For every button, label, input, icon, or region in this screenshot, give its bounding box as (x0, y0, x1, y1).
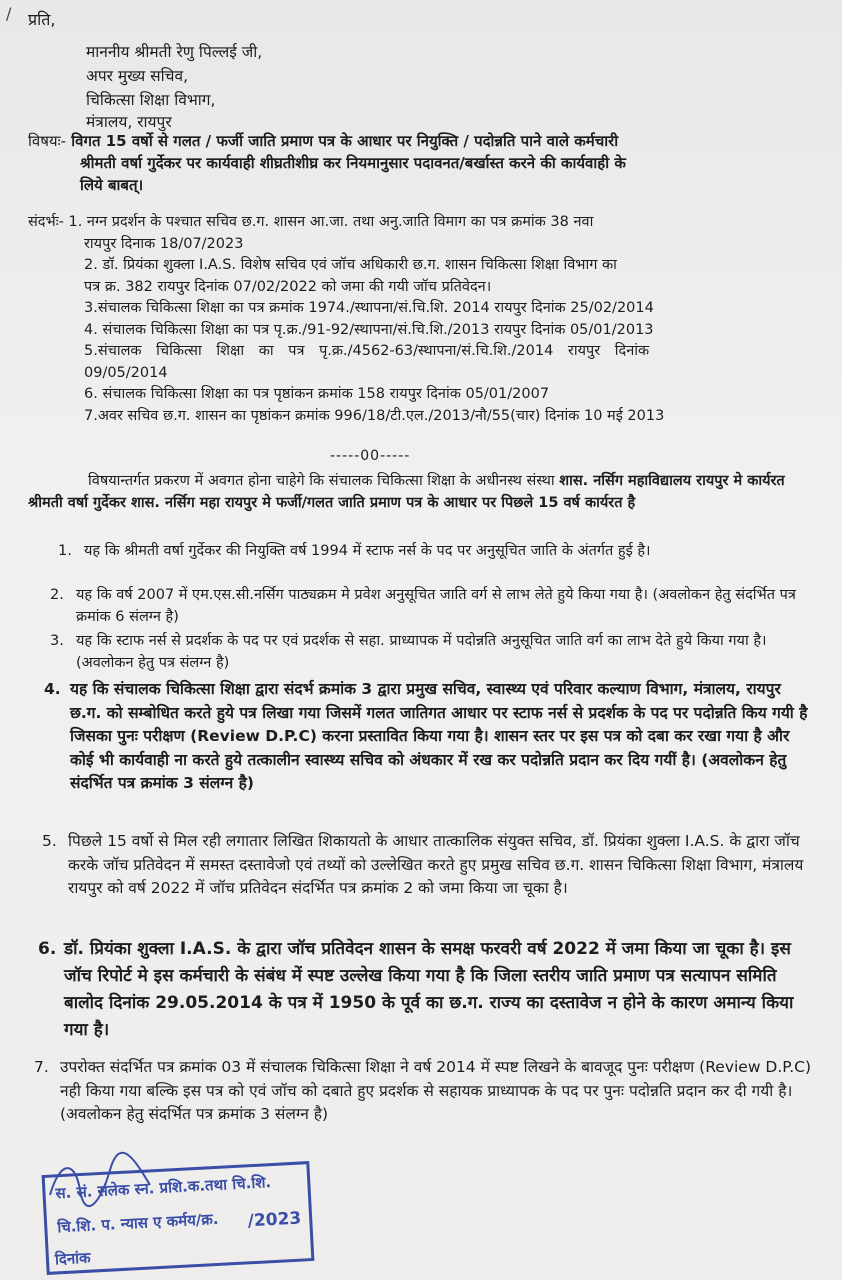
stamp-line-1: स. सं. संलेक स्न. प्रशि.क.तथा चि.शि. (55, 1173, 272, 1203)
list-item-2 (50, 584, 806, 628)
list-item-number: 2. (50, 587, 64, 603)
intro-paragraph (28, 470, 820, 514)
subject-line-2: श्रीमती वर्षा गुर्देकर पर कार्यवाही शीघ्रतीशीघ्र कर नियमानुसार पदावनत/बर्खास्त करने की कार्यवाही के (80, 154, 626, 172)
list-item-7 (34, 1056, 820, 1127)
reference-line-3: 2. डॉ. प्रियंका शुक्ला I.A.S. विशेष सचिव एवं जॉच अधिकारी छ.ग. शासन चिकित्सा शिक्षा विभाग का (84, 257, 617, 273)
list-item-text: यह कि श्रीमती वर्षा गुर्देकर की नियुक्ति वर्ष 1994 में स्टाफ नर्स के पद पर अनुसूचित जाति के अंतर्गत हुई है। (84, 543, 651, 559)
list-item-1 (58, 540, 804, 562)
stamp-line-2: चि.शि. प. न्यास ए कर्मय/क्र. (56, 1209, 219, 1237)
reference-line-2: रायपुर दिनाक 18/07/2023 (84, 235, 244, 252)
list-item-3 (50, 630, 806, 674)
reference-line-9: 6. संचालक चिकित्सा शिक्षा का पत्र पृष्ठांकन क्रमांक 158 रायपुर दिनांक 05/01/2007 (84, 386, 550, 402)
reference-line-4: पत्र क्र. 382 रायपुर दिनांक 07/02/2022 को जमा की गयी जॉच प्रतिवेदन। (84, 278, 492, 295)
list-item-text: यह कि संचालक चिकित्सा शिक्षा द्वारा संदर्भ क्रमांक 3 द्वारा प्रमुख सचिव, स्वास्थ्य एवं परिवार कल्याण विभाग, मंत्रालय, रायपुर छ.ग. को सम्बोधित करते हुये पत्र लिखा गया जिसमें गलत जातिगत आधार पर स्टाफ नर्स से प्रदर्शक के पद पर पदोन्नति किय गयी है जिसका पुनः परीक्षण (Review D.P.C) करना प्रस्तावित किया गया है। शासन स्तर पर इस पत्र को दबा कर रखा गया है और कोई भी कार्यवाही ना करते हुये तत्कालीन स्वास्थ्य सचिव को अंधकार में रख कर पदोन्नति प्रदान कर दिय गयीं है। (अवलोकन हेतु संदर्भित पत्र क्रमांक 3 संलग्न है) (70, 680, 808, 792)
list-item-number: 7. (34, 1058, 49, 1076)
list-item-text: डॉ. प्रियंका शुक्ला I.A.S. के द्वारा जॉच प्रतिवेदन शासन के समक्ष फरवरी वर्ष 2022 में जमा किया जा चूका है। इस जॉच रिपोर्ट मे इस कर्मचारी के संबंध में स्पष्ट उल्लेख किया गया है कि जिला स्तरीय जाति प्रमाण पत्र सत्यापन समिति बालोद दिनांक 29.05.2014 के पत्र में 1950 के पूर्व का छ.ग. राज्य का दस्तावेज न होने के कारण अमान्य किया गया है। (64, 939, 794, 1040)
stamp-year: /2023 (247, 1208, 302, 1232)
address-line-3: चिकित्सा शिक्षा विभाग, (86, 91, 216, 109)
subject-block (28, 130, 828, 196)
list-item-number: 6. (38, 939, 57, 959)
office-stamp (42, 1161, 315, 1275)
reference-line-8: 09/05/2014 (84, 364, 168, 381)
list-item-text: उपरोक्त संदर्भित पत्र क्रमांक 03 में संचालक चिकित्सा शिक्षा ने वर्ष 2014 में स्पष्ट लिखने के बावजूद पुनः परीक्षण (Review D.P.C) नही किया गया बल्कि इस पत्र को एवं जॉच को दबाते हुए प्रदर्शक से सहायक प्राध्यापक के पद पर पुनः पदोन्नति प्रदान कर दी गयी है।(अवलोकन हेतु संदर्भित पत्र क्रमांक 3 संलग्न है) (60, 1058, 812, 1123)
list-item-number: 3. (50, 633, 64, 649)
reference-line-6: 4. संचालक चिकित्सा शिक्षा का पत्र पृ.क्र./91-92/स्थापना/सं.चि.शि./2013 रायपुर दिनांक 05/01/2013 (84, 321, 654, 338)
reference-line-10: 7.अवर सचिव छ.ग. शासन का पृष्ठांकन क्रमांक 996/18/टी.एल./2013/नौ/55(चार) दिनांक 10 मई 2013 (84, 407, 665, 424)
list-item-text: यह कि वर्ष 2007 में एम.एस.सी.नर्सिग पाठ्यक्रम मे प्रवेश अनुसूचित जाति वर्ग से लाभ लेते हुये किया गया है। (अवलोकन हेतु संदर्भित पत्र क्रमांक 6 संलग्न है) (76, 587, 796, 625)
subject-label: विषयः- (28, 132, 67, 150)
address-line-2: अपर मुख्य सचिव, (86, 67, 189, 85)
list-item-text: यह कि स्टाफ नर्स से प्रदर्शक के पद पर एवं प्रदर्शक से सहा. प्राध्यापक में पदोन्नति अनुसूचित जाति वर्ग का लाभ देते हुये किया गया है। (अवलोकन हेतु पत्र संलग्न है) (76, 633, 767, 671)
list-item-4 (44, 678, 810, 796)
stamp-line-3: दिनांक (54, 1248, 92, 1269)
reference-line-1: 1. नग्न प्रदर्शन के पश्चात सचिव छ.ग. शासन आ.जा. तथा अनु.जाति विमाग का पत्र क्रमांक 38 नवा (68, 214, 594, 230)
list-item-number: 4. (44, 680, 61, 698)
list-item-text: पिछले 15 वर्षो से मिल रही लगातार लिखित शिकायतो के आधार तात्कालिक संयुक्त सचिव, डॉ. प्रियंका शुक्ला I.A.S. के द्वारा जॉच करके जॉच प्रतिवेदन में समस्त दस्तावेजो एवं तथ्यों को उल्लेखित करते हुए प्रमुख सचिव छ.ग. शासन चिकित्सा शिक्षा विभाग, मंत्रालय रायपुर को वर्ष 2022 में जॉच प्रतिवेदन संदर्भित पत्र क्रमांक 2 को जमा किया जा चूका है। (68, 832, 804, 897)
salutation-prati: प्रति, (28, 10, 56, 29)
list-item-5 (42, 830, 810, 901)
references-block (28, 212, 828, 427)
intro-part-1: विषयान्तर्गत प्रकरण में अवगत होना चाहेगे कि संचालक चिकित्सा शिक्षा के अधीनस्थ संस्था (88, 473, 560, 489)
list-item-6 (38, 936, 816, 1044)
list-item-number: 1. (58, 543, 72, 559)
intro-part-2: शास. नर्सिग महाविद्यालय रायपुर मे कार्यरत श्रीमती वर्षा गुर्देकर शास. नर्सिग महा रायपुर मे फर्जी/गलत जाति प्रमाण पत्र के आधार पर पिछले 15 वर्ष कार्यरत है (28, 473, 785, 511)
references-label: संदर्भः- (28, 214, 64, 230)
address-line-1: माननीय श्रीमती रेणु पिल्लई जी, (86, 43, 263, 61)
divider: -----00----- (330, 448, 411, 464)
reference-line-5: 3.संचालक चिकित्सा शिक्षा का पत्र क्रमांक 1974./स्थापना/सं.चि.शि. 2014 रायपुर दिनांक 25/02/2014 (84, 300, 654, 316)
corner-mark: / (6, 4, 12, 23)
list-item-number: 5. (42, 832, 57, 850)
reference-line-7: 5.संचालक चिकित्सा शिक्षा का पत्र पृ.क्र./4562-63/स्थापना/सं.चि.शि./2014 रायपुर दिनांक (84, 343, 650, 359)
subject-line-1: विगत 15 वर्षो से गलत / फर्जी जाति प्रमाण पत्र के आधार पर नियुक्ति / पदोन्नति पाने वाले कर्मचारी (71, 132, 619, 150)
subject-line-3: लिये बाबत्। (80, 176, 144, 194)
address-line-4: मंत्रालय, रायपुर (86, 113, 172, 131)
